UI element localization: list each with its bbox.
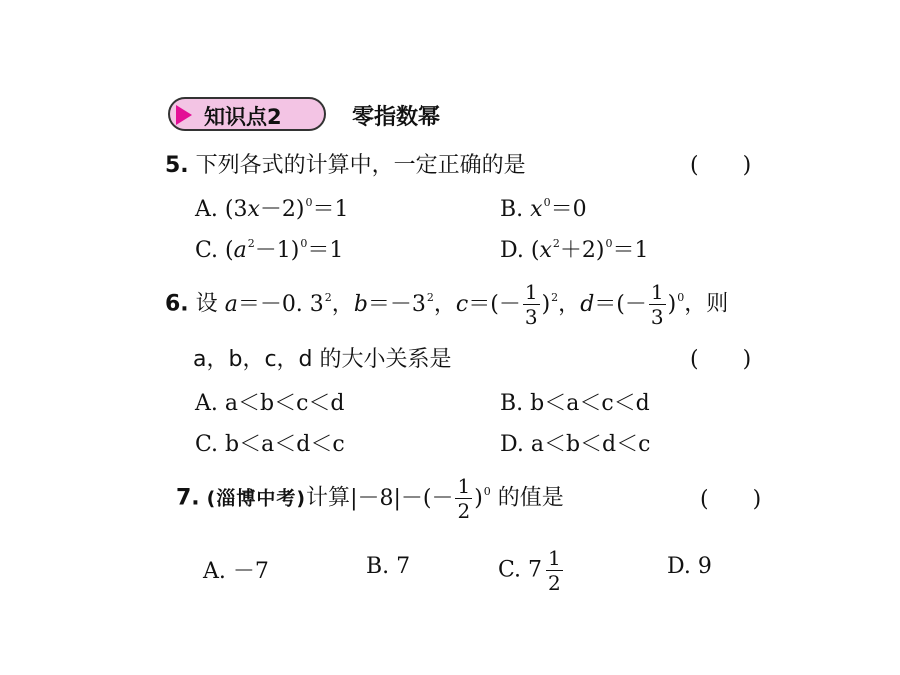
question-text: 下列各式的计算中，一定正确的是 (195, 153, 526, 178)
answer-bracket: ( ) (690, 153, 752, 178)
option-7b[interactable]: B. 7 (366, 554, 411, 579)
question-number: 7. (176, 485, 200, 511)
option-6a[interactable]: A. a＜b＜c＜d (195, 391, 345, 416)
option-5d[interactable]: D. $(x^2+2)^0=1$ (500, 237, 649, 263)
question-number: 6. (165, 291, 189, 317)
question-5-stem (165, 148, 526, 179)
question-6-stem-line2: a，b，c，d 的大小关系是 (193, 347, 452, 372)
option-5a[interactable]: A. $(3x-2)^0=1$ (195, 196, 349, 222)
question-number: 5. (165, 153, 189, 178)
answer-bracket: ( ) (700, 487, 762, 512)
answer-bracket: ( ) (690, 347, 752, 372)
section-tag (168, 97, 326, 131)
option-5c[interactable]: C. $(a^2-1)^0=1$ (195, 237, 344, 263)
option-7a[interactable]: A. －7 (203, 559, 269, 584)
section-tag-label: 知识点2 (204, 105, 282, 129)
option-5b[interactable]: B. $x^0=0$ (500, 196, 587, 222)
play-arrow-icon (176, 105, 192, 125)
question-7-stem: 7. (淄博中考)计算|－8|－(－ $\frac{1}{2}$ )$^0$ 的值是 (176, 474, 564, 523)
option-7d[interactable]: D. 9 (667, 554, 712, 579)
section-title: 零指数幂 (352, 105, 441, 130)
option-6d[interactable]: D. a＜b＜d＜c (500, 432, 651, 457)
option-6b[interactable]: B. b＜a＜c＜d (500, 391, 650, 416)
option-6c[interactable]: C. b＜a＜d＜c (195, 432, 345, 457)
question-source: (淄博中考) (206, 487, 307, 510)
question-6-stem: 6. 设 a＝－0. $3^2$，$b=-3^2$，c＝(－ $\frac{1}{3}$ )$^2$，d＝(－ $\frac{1}{3}$ )$^0$，则 (165, 280, 729, 329)
option-7c[interactable]: C. 7 $\frac{1}{2}$ (498, 546, 561, 595)
